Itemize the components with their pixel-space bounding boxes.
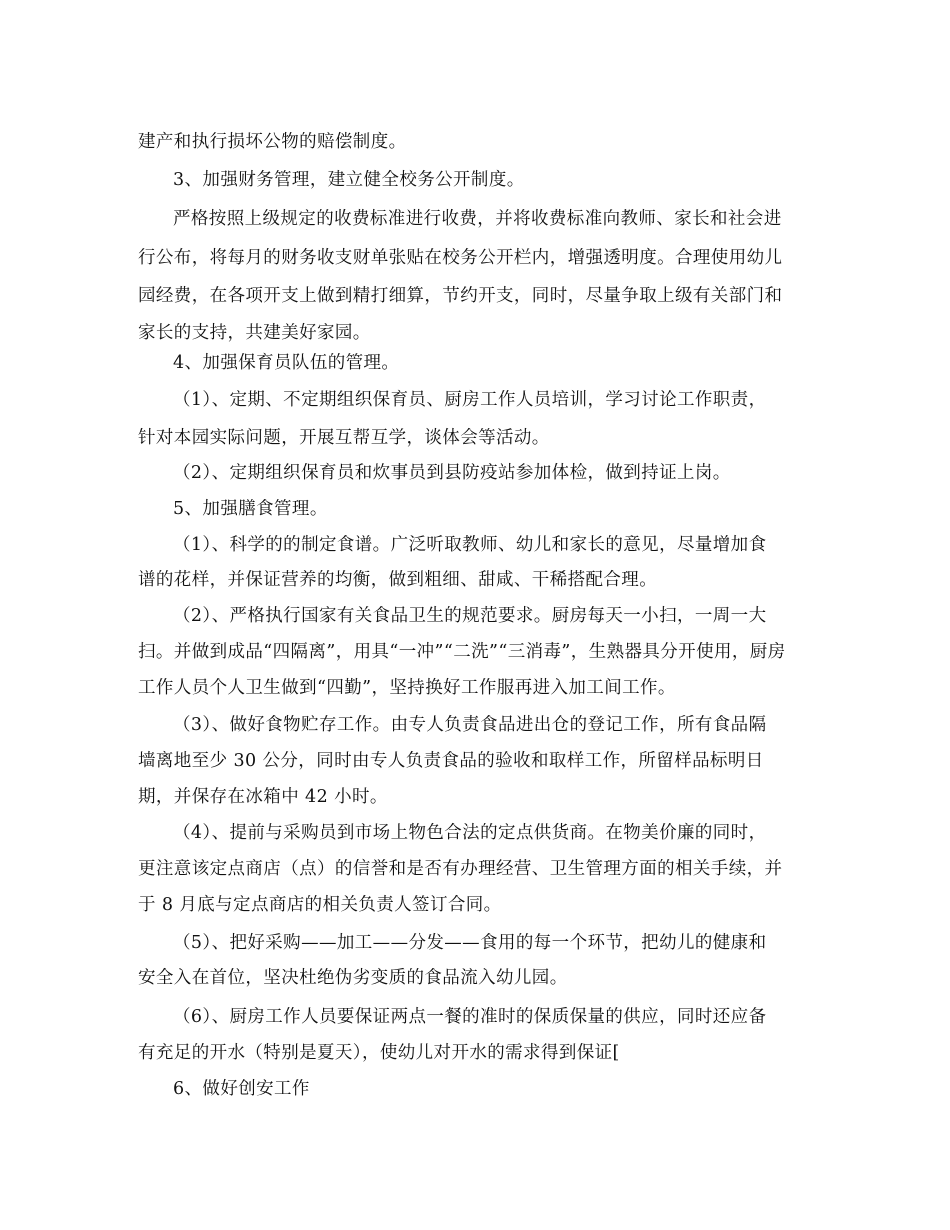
text-line: 谱的花样，并保证营养的均衡，做到粗细、甜咸、干稀搭配合理。	[138, 570, 658, 590]
text-line: 建产和执行损坏公物的赔偿制度。	[138, 132, 407, 152]
text-line: （2）、定期组织保育员和炊事员到县防疫站参加体检，做到持证上岗。	[173, 463, 731, 483]
text-line: 扫。并做到成品“四隔离”，用具“一冲”“二洗”“三消毒”，生熟器具分开使用，厨房	[138, 642, 786, 662]
text-line: 有充足的开水（特别是夏天），使幼儿对开水的需求得到保证[	[138, 1043, 620, 1063]
section-heading: 5、加强膳食管理。	[173, 499, 328, 519]
text-line: （3）、做好食物贮存工作。由专人负责食品进出仓的登记工作，所有食品隔	[173, 715, 767, 735]
text-line: 园经费，在各项开支上做到精打细算，节约开支，同时，尽量争取上级有关部门和	[138, 286, 783, 306]
text-line: 于 8 月底与定点商店的相关负责人签订合同。	[138, 895, 502, 915]
text-line: 行公布，将每月的财务收支财单张贴在校务公开栏内，增强透明度。合理使用幼儿	[138, 248, 783, 268]
text-line: 安全入在首位，坚决杜绝伪劣变质的食品流入幼儿园。	[138, 968, 568, 988]
text-line: 墙离地至少 30 公分，同时由专人负责食品的验收和取样工作，所留样品标明日	[138, 751, 764, 771]
section-heading: 4、加强保育员队伍的管理。	[173, 353, 400, 373]
text-line: （4）、提前与采购员到市场上物色合法的定点供货商。在物美价廉的同时，	[173, 823, 767, 843]
text-line: （1）、定期、不定期组织保育员、厨房工作人员培训，学习讨论工作职责，	[173, 390, 767, 410]
text-line: （5）、把好采购——加工——分发——食用的每一个环节，把幼儿的健康和	[173, 933, 767, 953]
text-line: 期，并保存在冰箱中 42 小时。	[138, 787, 388, 807]
section-heading: 6、做好创安工作	[173, 1079, 310, 1099]
text-line: （6）、厨房工作人员要保证两点一餐的准时的保质保量的供应，同时还应备	[173, 1007, 767, 1027]
text-line: 家长的支持，共建美好家园。	[138, 323, 371, 343]
text-line: 针对本园实际问题，开展互帮互学，谈体会等活动。	[138, 428, 550, 448]
text-line: 严格按照上级规定的收费标准进行收费，并将收费标准向教师、家长和社会进	[173, 209, 782, 229]
text-line: （2）、严格执行国家有关食品卫生的规范要求。厨房每天一小扫，一周一大	[173, 606, 767, 626]
text-line: （1）、科学的的制定食谱。广泛听取教师、幼儿和家长的意见，尽量增加食	[173, 535, 767, 555]
section-heading: 3、加强财务管理，建立健全校务公开制度。	[173, 170, 525, 190]
text-line: 更注意该定点商店（点）的信誉和是否有办理经营、卫生管理方面的相关手续，并	[138, 859, 783, 879]
text-line: 工作人员个人卫生做到“四勤”，坚持换好工作服再进入加工间工作。	[138, 678, 676, 698]
